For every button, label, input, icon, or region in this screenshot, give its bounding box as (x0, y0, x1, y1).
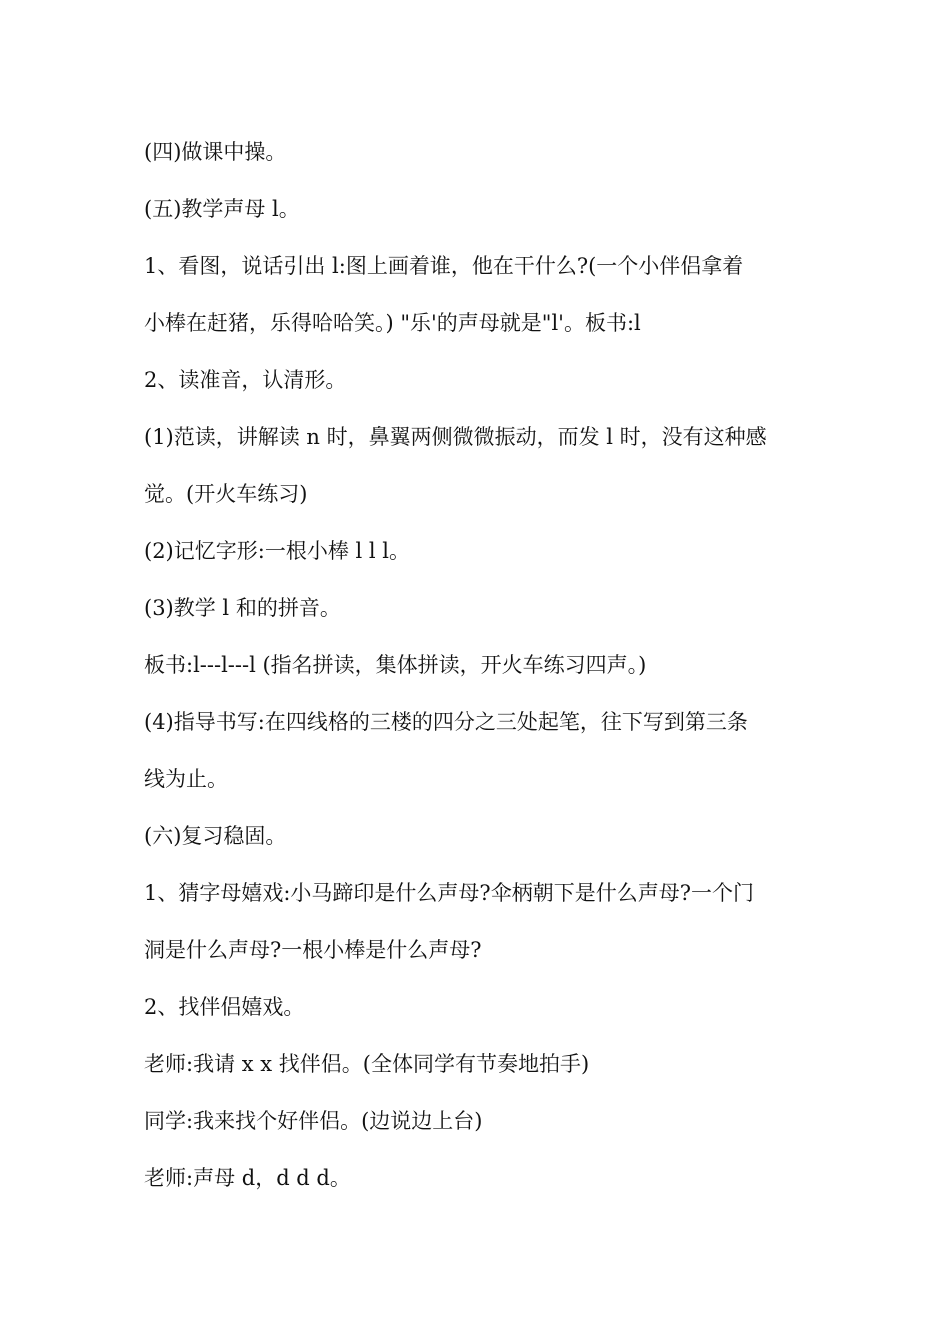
paragraph-line: (2)记忆字形:一根小棒 l l l。 (144, 539, 410, 563)
section-heading-4: (四)做课中操。 (144, 140, 287, 164)
paragraph-line: 2、找伴侣嬉戏。 (144, 995, 305, 1019)
paragraph-line: (1)范读，讲解读 n 时，鼻翼两侧微微振动，而发 l 时，没有这种感 (144, 425, 767, 449)
paragraph-line: 1、看图，说话引出 l:图上画着谁，他在干什么?(一个小伴侣拿着 (144, 254, 744, 278)
paragraph-line: 2、读准音，认清形。 (144, 368, 347, 392)
paragraph-line: (4)指导书写:在四线格的三楼的四分之三处起笔，往下写到第三条 (144, 710, 748, 734)
paragraph-line: 1、猜字母嬉戏:小马蹄印是什么声母?伞柄朝下是什么声母?一个门 (144, 881, 754, 905)
paragraph-line: 洞是什么声母?一根小棒是什么声母? (144, 938, 482, 962)
dialogue-line: 老师:声母 d，d d d。 (144, 1166, 351, 1190)
paragraph-line: 小棒在赶猪，乐得哈哈笑。) "乐'的声母就是"l'。板书:l (144, 311, 641, 335)
paragraph-line: 觉。(开火车练习) (144, 482, 308, 506)
dialogue-line: 同学:我来找个好伴侣。(边说边上台) (144, 1109, 483, 1133)
paragraph-line: (3)教学 l 和的拼音。 (144, 596, 341, 620)
section-heading-6: (六)复习稳固。 (144, 824, 287, 848)
dialogue-line: 老师:我请 x x 找伴侣。(全体同学有节奏地拍手) (144, 1052, 590, 1076)
section-heading-5: (五)教学声母 l。 (144, 197, 300, 221)
paragraph-line: 线为止。 (144, 767, 228, 791)
paragraph-line: 板书:l---l---l (指名拼读，集体拼读，开火车练习四声。) (144, 653, 647, 677)
